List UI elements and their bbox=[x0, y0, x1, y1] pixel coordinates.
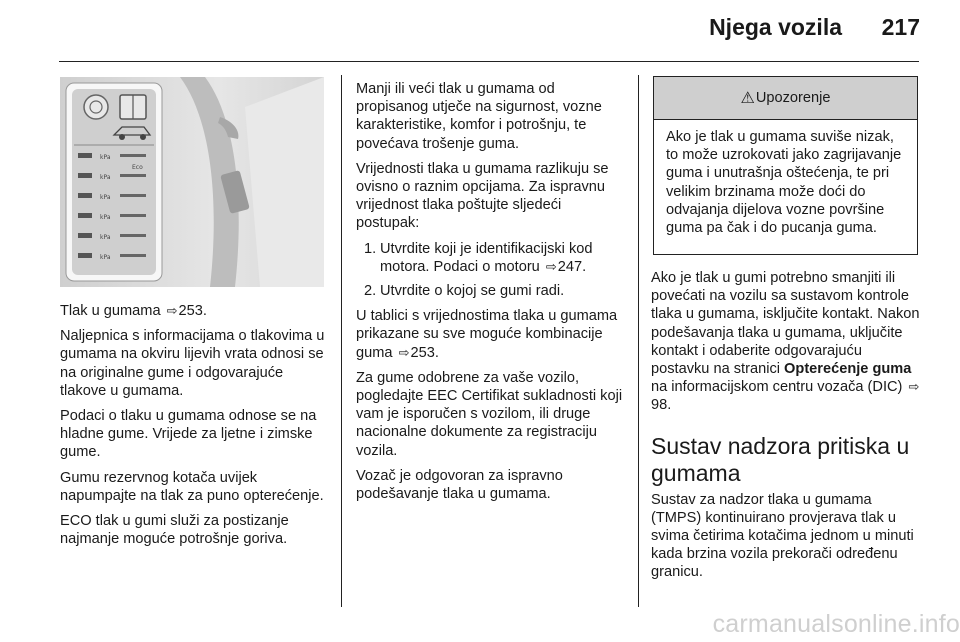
header-title: Njega vozila bbox=[709, 14, 842, 40]
ref-page-link[interactable]: 253. bbox=[410, 344, 439, 361]
paragraph: Manji ili veći tlak u gumama od propisanog utječe na sigurnost, vozne karakteristike, komfor i potrošnju, te povećava trošenje guma. bbox=[356, 81, 602, 152]
column-middle bbox=[356, 80, 626, 510]
label-kpa-5: kPa bbox=[100, 234, 111, 241]
section-heading: Sustav nadzora pritiska u gumama bbox=[651, 432, 910, 486]
header-rule bbox=[59, 61, 919, 62]
arrow-reference-icon: ⇨ bbox=[545, 258, 557, 274]
paragraph: Podaci o tlaku u gumama odnose se na hladne gume. Vrijede za ljetne i zimske gume. bbox=[60, 408, 317, 461]
paragraph: Gumu rezervnog kotača uvijek napumpajte na tlak za puno opterećenje. bbox=[60, 469, 324, 504]
label-kpa-4: kPa bbox=[100, 214, 111, 221]
label-kpa-3: kPa bbox=[100, 194, 111, 201]
list-item bbox=[356, 240, 626, 276]
paragraph: Za gume odobrene za vaše vozilo, pogledajte EEC Certifikat sukladnosti koji vam je isporučen s vozilom, ili druge nacionalne dokumente za registraciju vozila. bbox=[356, 369, 623, 459]
paragraph-text: U tablici s vrijednostima tlaka u gumama prikazane su sve moguće kombinacije guma bbox=[356, 308, 618, 361]
ref-page-link[interactable]: 247. bbox=[557, 258, 587, 275]
menu-name-load: Opterećenje guma bbox=[784, 361, 912, 378]
ref-page-link[interactable]: 98. bbox=[651, 397, 672, 414]
warning-body: Ako je tlak u gumama suviše nizak, to može uzrokovati jako zagrijavanje guma i unutrašnja oštećenja, te pri velikim brzinama može doći do odvajanja dijelova vozne površine guma pa čak i do pucanja guma. bbox=[666, 129, 902, 237]
tyre-label-illustration bbox=[60, 77, 324, 287]
page-number: 217 bbox=[881, 14, 920, 40]
step-text: Utvrdite o kojoj se gumi radi. bbox=[380, 283, 565, 300]
tyre-pressure-ref bbox=[60, 302, 332, 320]
paragraph: Vrijednosti tlaka u gumama razlikuju se ovisno o raznim opcijama. Za ispravnu vrijednost tlaka poštujte sljedeći postupak: bbox=[356, 160, 609, 232]
list-item bbox=[356, 282, 626, 300]
warning-header bbox=[654, 77, 917, 120]
step-number: 2. bbox=[364, 283, 377, 300]
warning-title: Upozorenje bbox=[755, 90, 831, 106]
column-divider-right bbox=[638, 75, 639, 607]
step-text: Utvrdite koji je identifikacijski kod motora. Podaci o motoru bbox=[380, 240, 593, 275]
paragraph: Sustav za nadzor tlaka u gumama (TMPS) kontinuirano provjerava tlak u svima četirima kotačima jednom u minuti kada brzina vozila prekorači određenu granicu. bbox=[651, 491, 914, 581]
paragraph: Naljepnica s informacijama o tlakovima u gumama na okviru lijevih vrata odnosi se na originalne gume i odgovarajuće tlakove u gumama. bbox=[60, 328, 325, 399]
ref-page-link[interactable]: 253. bbox=[178, 303, 207, 319]
paragraph: Vozač je odgovoran za ispravno podešavanje tlaka u gumama. bbox=[356, 467, 563, 503]
warning-box bbox=[653, 76, 918, 255]
arrow-reference-icon: ⇨ bbox=[398, 344, 410, 360]
arrow-reference-icon: ⇨ bbox=[166, 303, 178, 318]
step-number: 1. bbox=[364, 240, 377, 257]
tyre-label-photo bbox=[60, 77, 324, 287]
column-divider-left bbox=[341, 75, 342, 607]
footer-watermark: carmanualsonline.info bbox=[712, 610, 960, 638]
paragraph: ECO tlak u gumi služi za postizanje najmanje moguće potrošnje goriva. bbox=[60, 513, 289, 548]
column-left bbox=[60, 302, 332, 555]
label-eco: Eco bbox=[132, 164, 143, 171]
paragraph-text: Ako je tlak u gumi potrebno smanjiti ili povećati na vozilu sa sustavom kontrole tlaka u gumama, isključite kontakt. Nakon podešavanja tlaka u gumama, uključite kontakt i odaberite odgovarajuću postavku na stranici bbox=[651, 270, 920, 378]
warning-triangle-icon: ⚠ bbox=[740, 90, 755, 107]
label-kpa-6: kPa bbox=[100, 254, 111, 261]
paragraph-text: na informacijskom centru vozača (DIC) bbox=[651, 379, 903, 396]
label-kpa-1: kPa bbox=[100, 154, 111, 161]
page-header bbox=[0, 0, 960, 62]
paragraph bbox=[651, 269, 923, 415]
column-right bbox=[651, 269, 923, 589]
procedure-steps bbox=[356, 240, 626, 301]
tyre-pressure-ref-text: Tlak u gumama bbox=[60, 303, 161, 319]
arrow-reference-icon: ⇨ bbox=[908, 379, 920, 395]
label-kpa-2: kPa bbox=[100, 174, 111, 181]
paragraph bbox=[356, 307, 626, 362]
